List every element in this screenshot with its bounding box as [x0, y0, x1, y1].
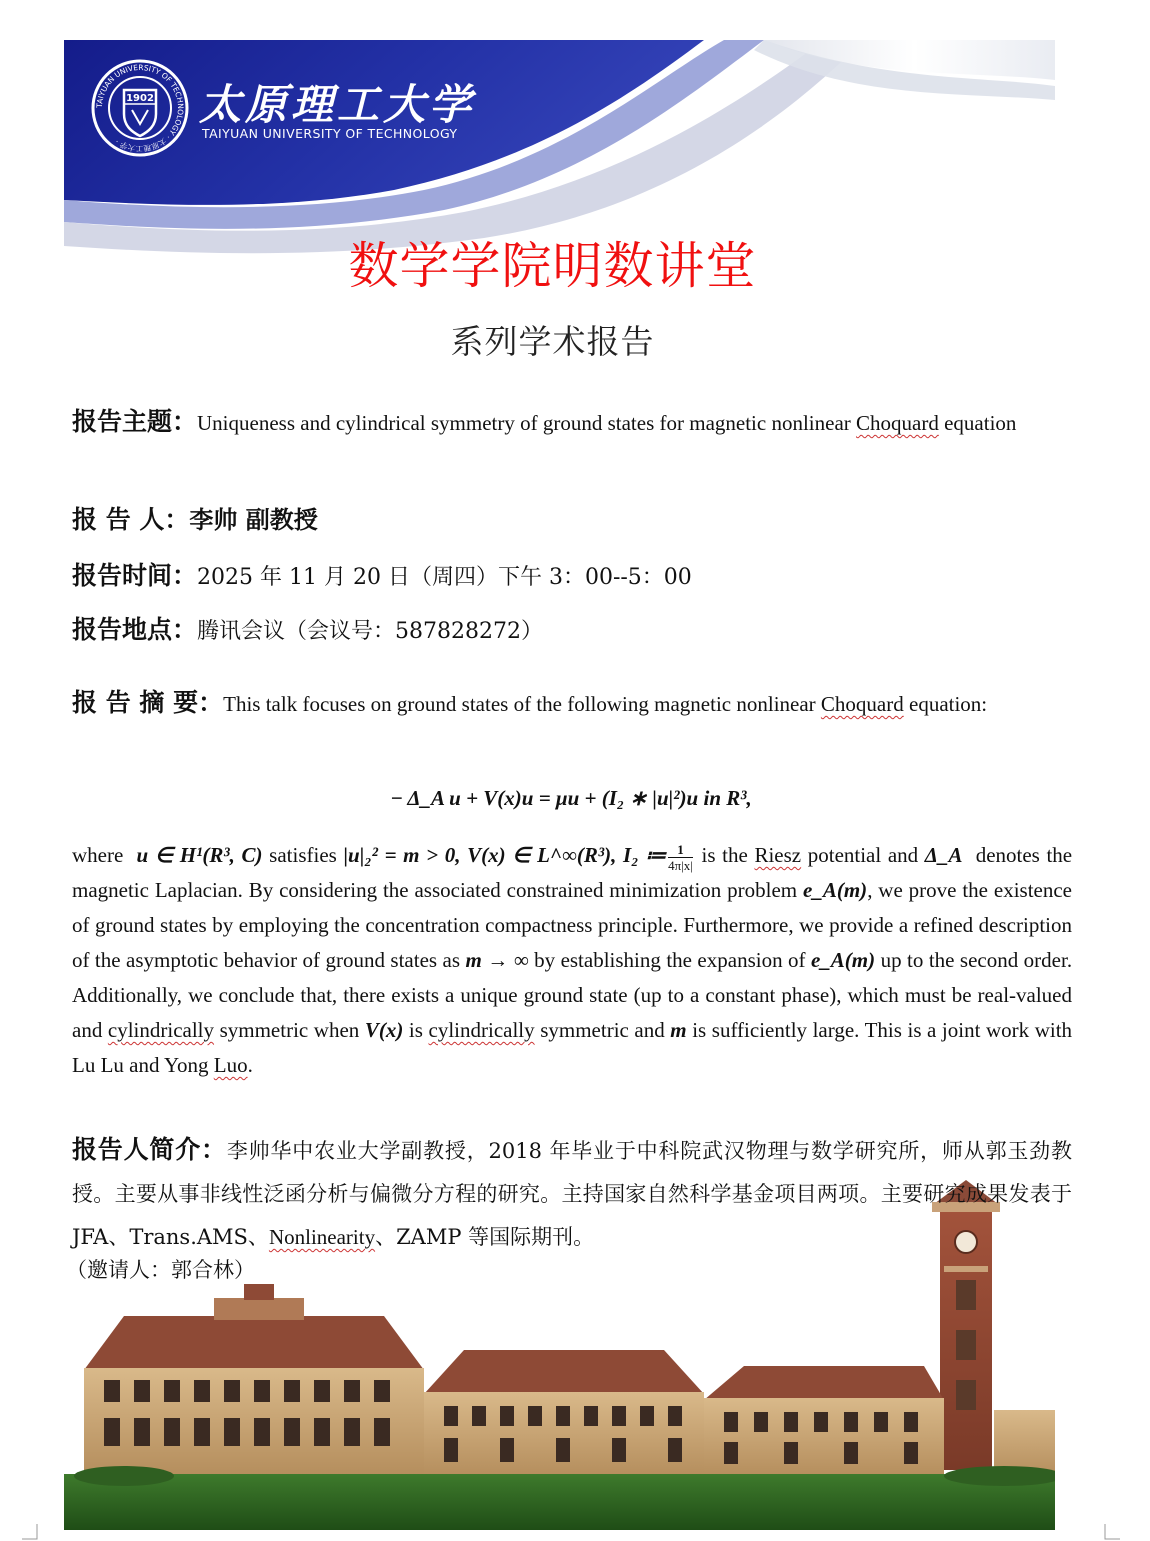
fraction-denominator: 4π|x| — [668, 857, 693, 873]
abstract-body-4: up to the second order. Additionally, we conclude that, there exists a unique ground state (up to a constant phase), which must be real-valued and — [72, 948, 1073, 1042]
abstract-intro-choquard: Choquard — [820, 692, 904, 716]
fraction-numerator: 1 — [668, 842, 693, 858]
abstract-vx: V(x) — [364, 1018, 404, 1042]
abstract-m-to-infinity: m → ∞ — [465, 948, 529, 972]
speaker-bio — [72, 1128, 1072, 1259]
abstract-period: . — [247, 1053, 253, 1077]
report-time — [72, 556, 1072, 592]
topic-text-after: equation — [938, 411, 1017, 435]
abstract-riesz: Riesz — [754, 843, 802, 867]
inviter-note: （邀请人：郭合林） — [66, 1258, 255, 1282]
abstract-body-7: is sufficiently large. This is a joint work with Lu Lu and Yong — [72, 1018, 1073, 1077]
university-seal-logo — [90, 58, 190, 158]
abstract-delta-a: Δ_A — [924, 843, 963, 867]
university-name-cn: 太原理工大学 — [199, 80, 476, 129]
place-label: 报告地点： — [72, 615, 198, 644]
seal-year: 1902 — [126, 93, 154, 104]
abstract-i2-def: I₂ ≔ — [623, 843, 667, 867]
abstract-u-in-h1: u ∈ H¹(R³, C) — [136, 843, 263, 867]
page-corner-mark-left — [22, 1524, 38, 1540]
lecture-series-subtitle: 系列学术报告 — [450, 322, 655, 361]
abstract-is: is — [408, 1018, 423, 1042]
abstract-body — [72, 838, 1072, 1083]
abstract-luo: Luo — [213, 1053, 248, 1077]
topic-text-before: Uniqueness and cylindrical symmetry of ground states for magnetic nonlinear — [197, 411, 857, 435]
university-name-en: TAIYUAN UNIVERSITY OF TECHNOLOGY — [202, 126, 458, 141]
abstract-body-1: denotes the magnetic Laplacian. By considering the associated constrained minimization problem — [72, 843, 1073, 902]
abstract-norm-constraint: |u|₂² = m > 0, — [343, 843, 461, 867]
abstract-where: where — [72, 843, 124, 867]
speaker-value: 李帅 副教授 — [189, 505, 318, 534]
bio-nonlinearity: Nonlinearity — [268, 1225, 376, 1249]
abstract-cylindrically-2: cylindrically — [428, 1018, 535, 1042]
topic-text-choquard: Choquard — [856, 411, 939, 435]
abstract-potential-and: potential and — [807, 843, 919, 867]
abstract-ea-m: e_A(m) — [803, 878, 868, 902]
time-value: 2025 年 11 月 20 日（周四）下午 3：00--5：00 — [197, 565, 692, 590]
abstract-intro-after: equation: — [903, 692, 988, 716]
abstract-m: m — [670, 1018, 687, 1042]
abstract-potential-space: V(x) ∈ L^∞(R³), — [467, 843, 617, 867]
bio-text-2: 、ZAMP 等国际期刊。 — [375, 1225, 595, 1249]
abstract-intro — [72, 676, 1072, 731]
abstract-label: 报 告 摘 要： — [72, 688, 224, 717]
page-corner-mark-right — [1104, 1524, 1120, 1540]
report-topic — [72, 398, 1072, 450]
lecture-series-title: 数学学院明数讲堂 — [348, 237, 757, 295]
abstract-body-2: , we prove the existence of ground states by employing the concentration compactness principle. Furthermore, we provide a refined description of the asymptotic behavior of ground states as — [72, 878, 1072, 972]
topic-label: 报告主题： — [72, 407, 198, 436]
abstract-is-the: is the — [701, 843, 748, 867]
report-place — [72, 610, 1072, 646]
abstract-cylindrically-1: cylindrically — [107, 1018, 215, 1042]
riesz-fraction — [668, 842, 693, 873]
abstract-equation — [0, 786, 1142, 811]
abstract-body-5: symmetric when — [219, 1018, 360, 1042]
abstract-intro-before: This talk focuses on ground states of the following magnetic nonlinear — [223, 692, 821, 716]
seal-ring-text: TAIYUAN UNIVERSITY OF TECHNOLOGY · 太原理工大学 · — [94, 62, 186, 154]
equation-text: − Δ_A u + V(x)u = μu + (I₂ ∗ |u|²)u in R³, — [390, 786, 752, 810]
bio-label: 报告人简介： — [72, 1135, 227, 1164]
abstract-body-6: symmetric and — [540, 1018, 665, 1042]
abstract-ea-m-second: e_A(m) — [810, 948, 876, 972]
abstract-satisfies: satisfies — [269, 843, 337, 867]
abstract-body-3: by establishing the expansion of — [534, 948, 806, 972]
place-value: 腾讯会议（会议号：587828272） — [197, 619, 543, 644]
report-speaker — [72, 500, 1072, 536]
bio-text-1: 李帅华中农业大学副教授，2018 年毕业于中科院武汉物理与数学研究所，师从郭玉劲教授。主要从事非线性泛函分析与偏微分方程的研究。主持国家自然科学基金项目两项。主要研究成果发表于 JFA、Trans.AMS、 — [72, 1139, 1072, 1249]
time-label: 报告时间： — [72, 561, 198, 590]
speaker-label: 报 告 人： — [72, 505, 190, 534]
